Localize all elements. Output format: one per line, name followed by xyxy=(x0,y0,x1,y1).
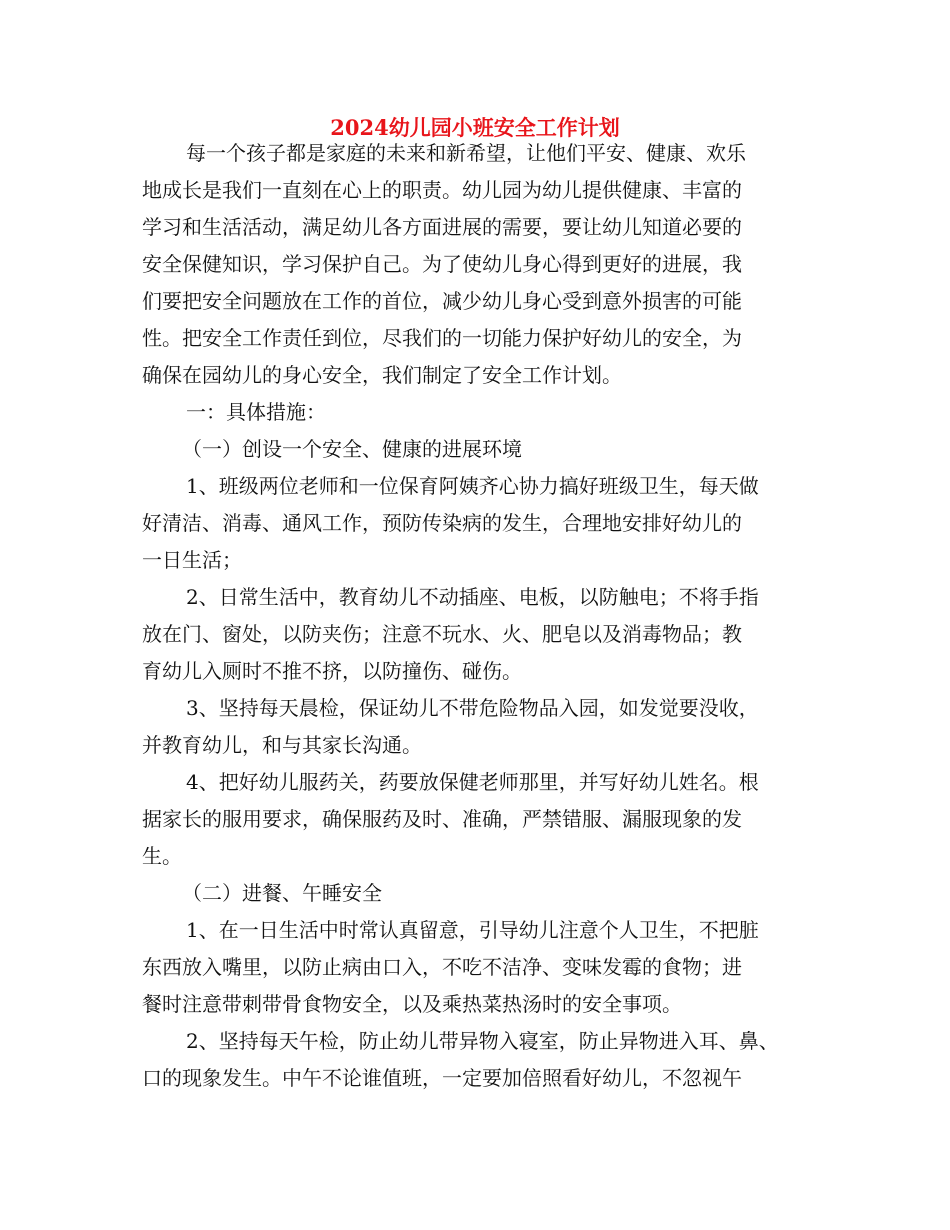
paragraph-line: 东西放入嘴里，以防止病由口入，不吃不洁净、变味发霉的食物；进 xyxy=(142,955,742,979)
paragraph-line: 放在门、窗处，以防夹伤；注意不玩水、火、肥皂以及消毒物品；教 xyxy=(142,622,742,646)
paragraph-line: 4、把好幼儿服药关，药要放保健老师那里，并写好幼儿姓名。根 xyxy=(186,770,759,794)
document-body xyxy=(142,135,818,1097)
paragraph-line: 3、坚持每天晨检，保证幼儿不带危险物品入园，如发觉要没收， xyxy=(186,696,759,720)
paragraph-line: 安全保健知识，学习保护自己。为了使幼儿身心得到更好的进展，我 xyxy=(142,252,742,276)
paragraph-line: 好清洁、消毒、通风工作，预防传染病的发生，合理地安排好幼儿的 xyxy=(142,511,742,535)
subsection-heading: （二）进餐、午睡安全 xyxy=(182,881,382,905)
paragraph-line: 2、坚持每天午检，防止幼儿带异物入寝室，防止异物进入耳、鼻、 xyxy=(186,1029,779,1053)
paragraph-line: 每一个孩子都是家庭的未来和新希望，让他们平安、健康、欢乐 xyxy=(186,141,746,165)
section-heading: 一：具体措施： xyxy=(186,400,326,424)
paragraph-line: 性。把安全工作责任到位，尽我们的一切能力保护好幼儿的安全，为 xyxy=(142,326,742,350)
paragraph-line: 育幼儿入厕时不推不挤，以防撞伤、碰伤。 xyxy=(142,659,522,683)
paragraph-line: 口的现象发生。中午不论谁值班，一定要加倍照看好幼儿，不忽视午 xyxy=(142,1066,742,1090)
paragraph-line: 确保在园幼儿的身心安全，我们制定了安全工作计划。 xyxy=(142,363,622,387)
paragraph-line: 一日生活； xyxy=(142,548,242,572)
paragraph-line: 地成长是我们一直刻在心上的职责。幼儿园为幼儿提供健康、丰富的 xyxy=(142,178,742,202)
paragraph-line: 1、在一日生活中时常认真留意，引导幼儿注意个人卫生，不把脏 xyxy=(186,918,759,942)
paragraph-line: 2、日常生活中，教育幼儿不动插座、电板，以防触电；不将手指 xyxy=(186,585,759,609)
subsection-heading: （一）创设一个安全、健康的进展环境 xyxy=(182,437,522,461)
paragraph-line: 据家长的服用要求，确保服药及时、准确，严禁错服、漏服现象的发 xyxy=(142,807,742,831)
document-title: 2024幼儿园小班安全工作计划 xyxy=(330,115,620,140)
paragraph-line: 餐时注意带刺带骨食物安全，以及乘热菜热汤时的安全事项。 xyxy=(142,992,682,1016)
paragraph-line: 们要把安全问题放在工作的首位，减少幼儿身心受到意外损害的可能 xyxy=(142,289,742,313)
paragraph-line: 1、班级两位老师和一位保育阿姨齐心协力搞好班级卫生，每天做 xyxy=(186,474,759,498)
paragraph-line: 生。 xyxy=(142,844,182,868)
paragraph-line: 并教育幼儿，和与其家长沟通。 xyxy=(142,733,422,757)
paragraph-line: 学习和生活活动，满足幼儿各方面进展的需要，要让幼儿知道必要的 xyxy=(142,215,742,239)
